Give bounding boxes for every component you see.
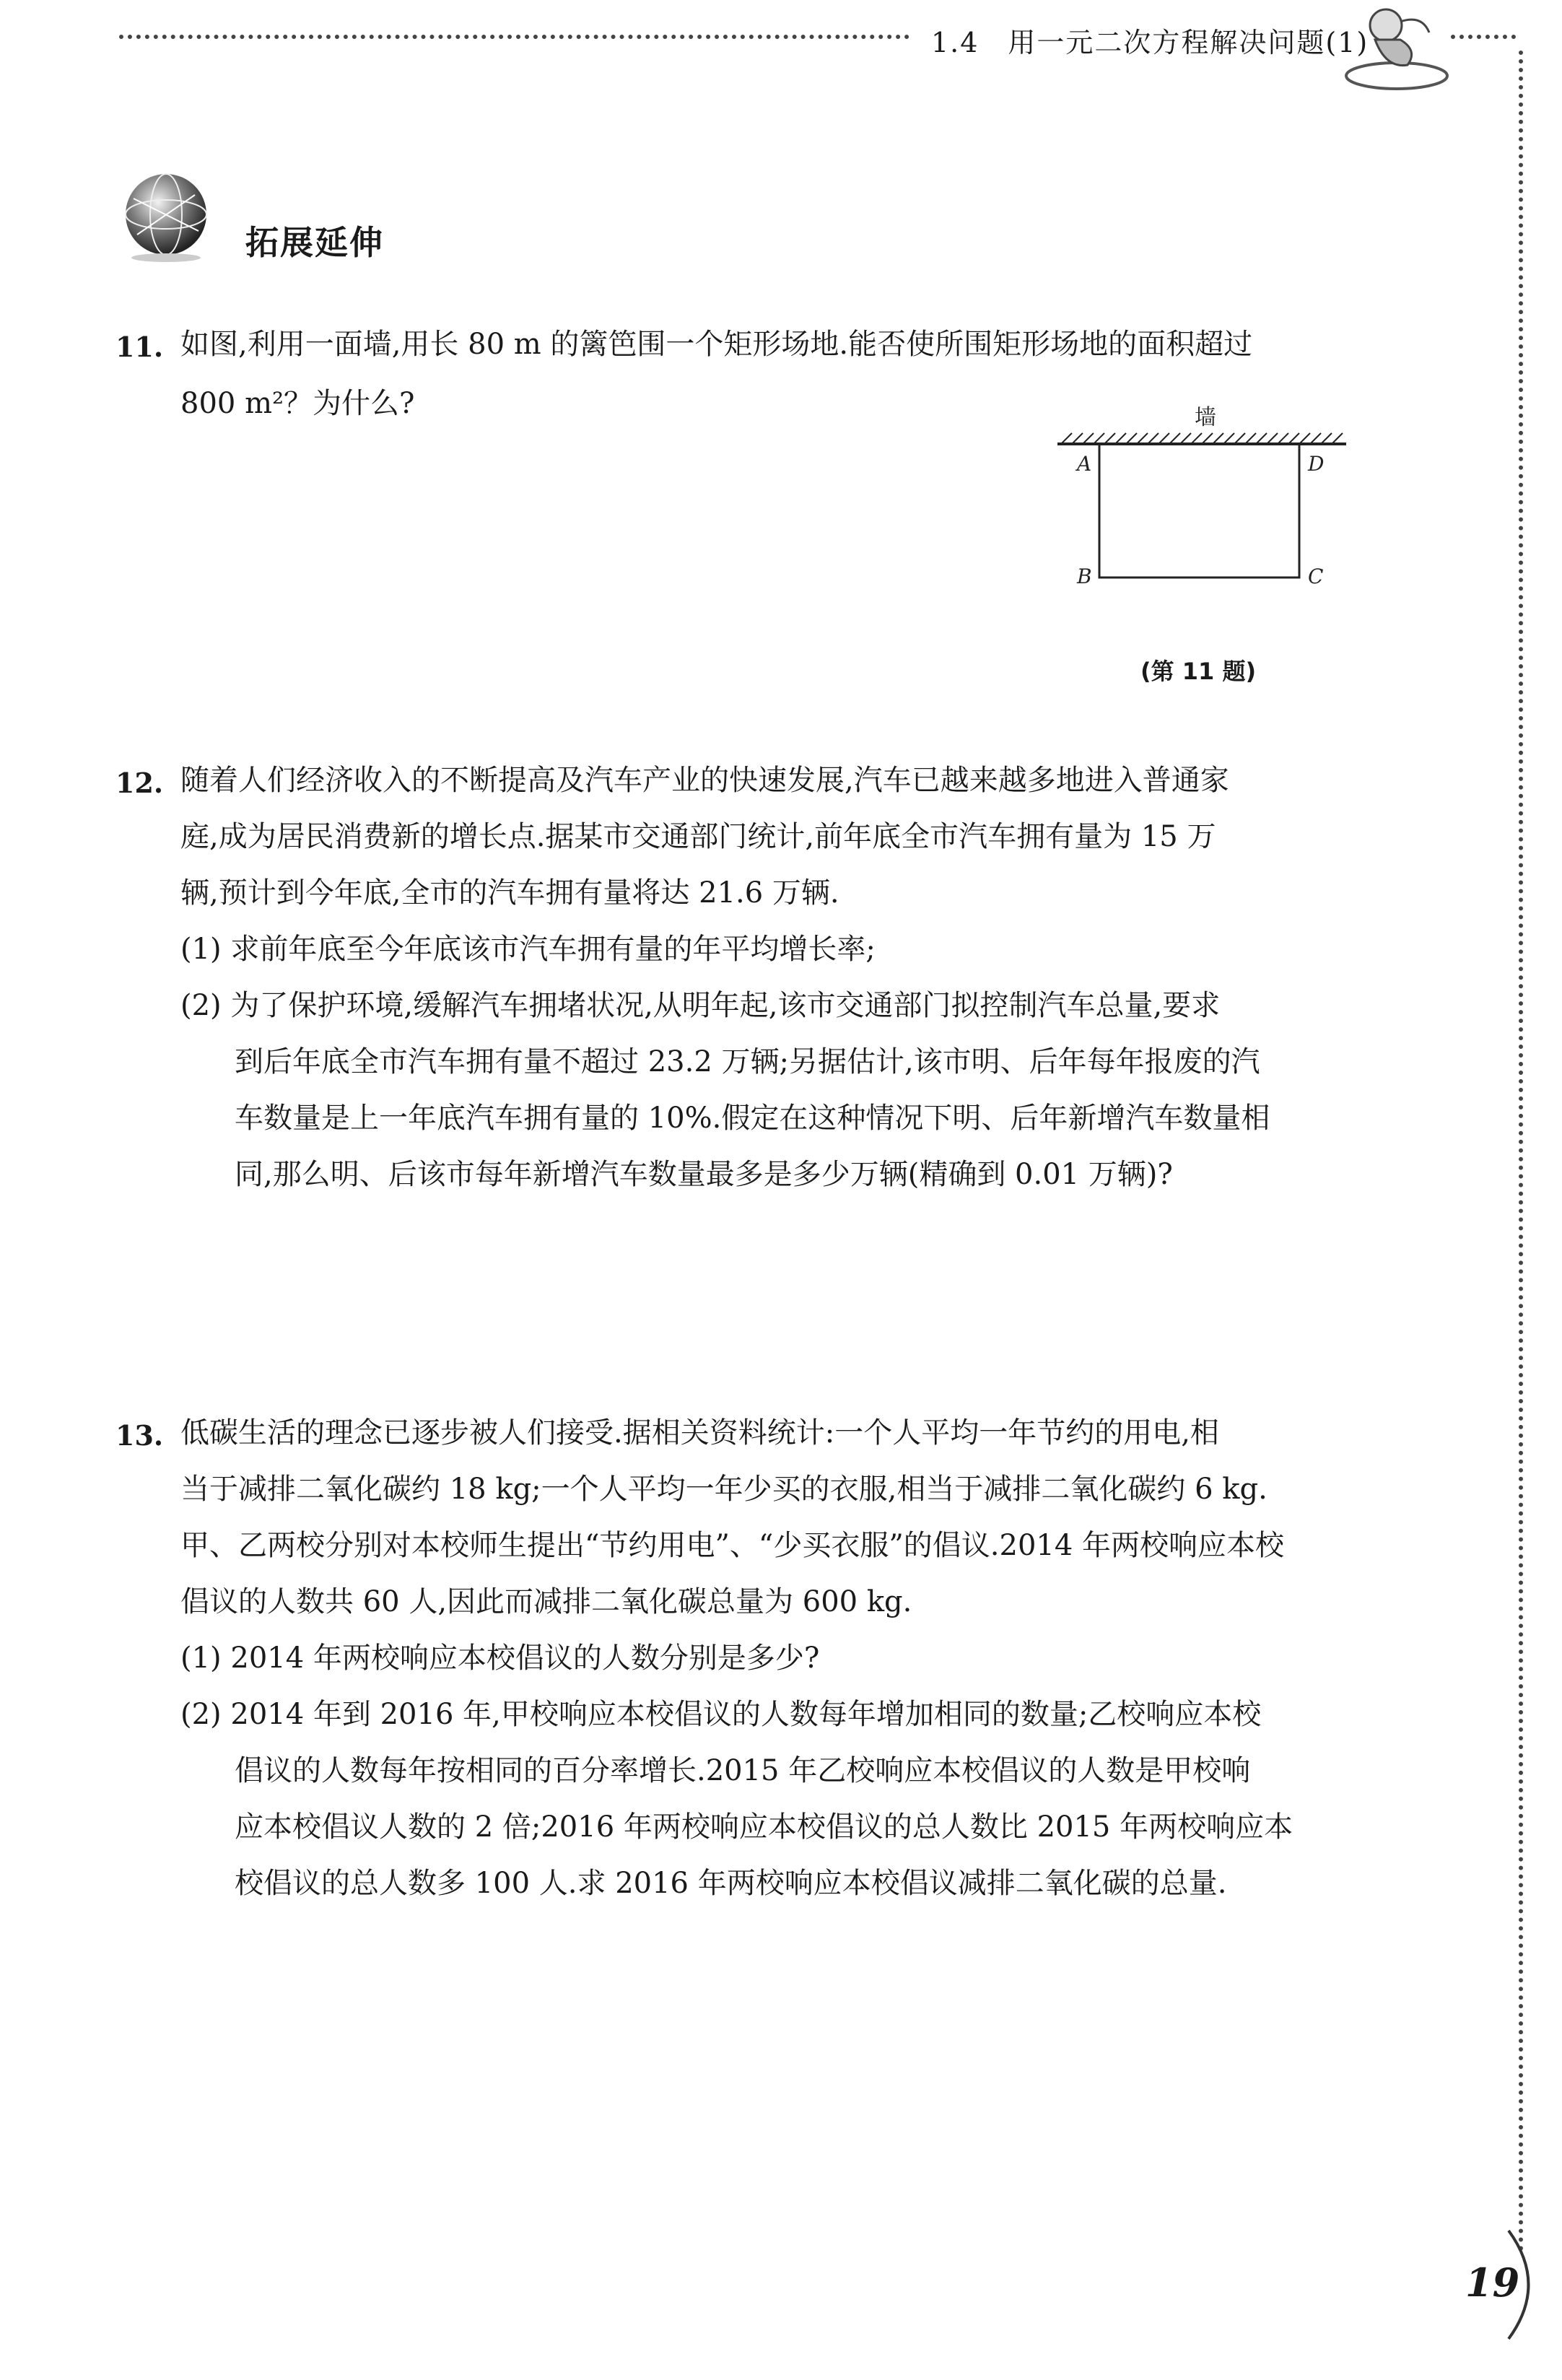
rectangle-wall-figure (1047, 404, 1357, 628)
question-13-part-2-line-1: (2) 2014 年到 2016 年,甲校响应本校倡议的人数每年增加相同的数量;乙校响应本校 (180, 1698, 1262, 1731)
question-12-part-1: (1) 求前年底至今年底该市汽车拥有量的年平均增长率; (180, 933, 876, 966)
right-dotted-rule-top (1451, 35, 1516, 39)
question-11-line-2: 800 m²？为什么? (180, 387, 415, 420)
question-12-part-2-line-1: (2) 为了保护环境,缓解汽车拥堵状况,从明年起,该市交通部门拟控制汽车总量,要求 (180, 989, 1221, 1022)
question-12-line-2: 庭,成为居民消费新的增长点.据某市交通部门统计,前年底全市汽车拥有量为 15 万 (180, 820, 1216, 853)
question-13-part-2-line-3: 应本校倡议人数的 2 倍;2016 年两校响应本校倡议的总人数比 2015 年两校响应本 (235, 1810, 1293, 1844)
wall-label: 墙 (1195, 405, 1216, 430)
question-13-line-3: 甲、乙两校分别对本校师生提出“节约用电”、“少买衣服”的倡议.2014 年两校响应本校 (180, 1529, 1285, 1562)
question-12-line-1: 随着人们经济收入的不断提高及汽车产业的快速发展,汽车已越来越多地进入普通家 (180, 764, 1229, 797)
question-13-part-2-line-4: 校倡议的总人数多 100 人.求 2016 年两校响应本校倡议减排二氧化碳的总量. (235, 1867, 1227, 1900)
question-13-part-2-line-2: 倡议的人数每年按相同的百分率增长.2015 年乙校响应本校倡议的人数是甲校响 (235, 1754, 1251, 1787)
question-11-number: 11. (115, 331, 164, 363)
section-title: 拓展延伸 (245, 223, 384, 262)
question-13-line-4: 倡议的人数共 60 人,因此而减排二氧化碳总量为 600 kg. (180, 1585, 912, 1618)
question-12-number: 12. (115, 767, 164, 799)
chapter-header-title: 1.4 用一元二次方程解决问题(1) (931, 27, 1369, 58)
question-13-line-2: 当于减排二氧化碳约 18 kg;一个人平均一年少买的衣服,相当于减排二氧化碳约 6 kg. (180, 1473, 1268, 1506)
point-a-label: A (1077, 452, 1092, 476)
right-dotted-border (1519, 51, 1523, 2252)
question-11-line-1: 如图,利用一面墙,用长 80 m 的篱笆围一个矩形场地.能否使所围矩形场地的面积超过 (180, 328, 1253, 361)
page-number: 19 (1465, 2259, 1520, 2306)
globe-icon (119, 170, 213, 263)
question-13-part-1: (1) 2014 年两校响应本校倡议的人数分别是多少? (180, 1642, 820, 1675)
question-12-part-2-line-2: 到后年底全市汽车拥有量不超过 23.2 万辆;另据估计,该市明、后年每年报废的汽 (235, 1045, 1260, 1078)
point-c-label: C (1308, 565, 1324, 588)
mascot-illustration (1328, 0, 1454, 94)
question-13-number: 13. (115, 1419, 164, 1452)
question-12-part-2-line-4: 同,那么明、后该市每年新增汽车数量最多是多少万辆(精确到 0.01 万辆)? (235, 1158, 1173, 1191)
question-13-line-1: 低碳生活的理念已逐步被人们接受.据相关资料统计:一个人平均一年节约的用电,相 (180, 1416, 1219, 1450)
figure-11-caption: (第 11 题) (1140, 658, 1257, 685)
question-12-line-3: 辆,预计到今年底,全市的汽车拥有量将达 21.6 万辆. (180, 876, 839, 910)
question-12-part-2-line-3: 车数量是上一年底汽车拥有量的 10%.假定在这种情况下明、后年新增汽车数量相 (235, 1102, 1270, 1135)
point-b-label: B (1077, 565, 1092, 588)
header-dotted-rule (119, 35, 909, 39)
point-d-label: D (1308, 452, 1325, 476)
